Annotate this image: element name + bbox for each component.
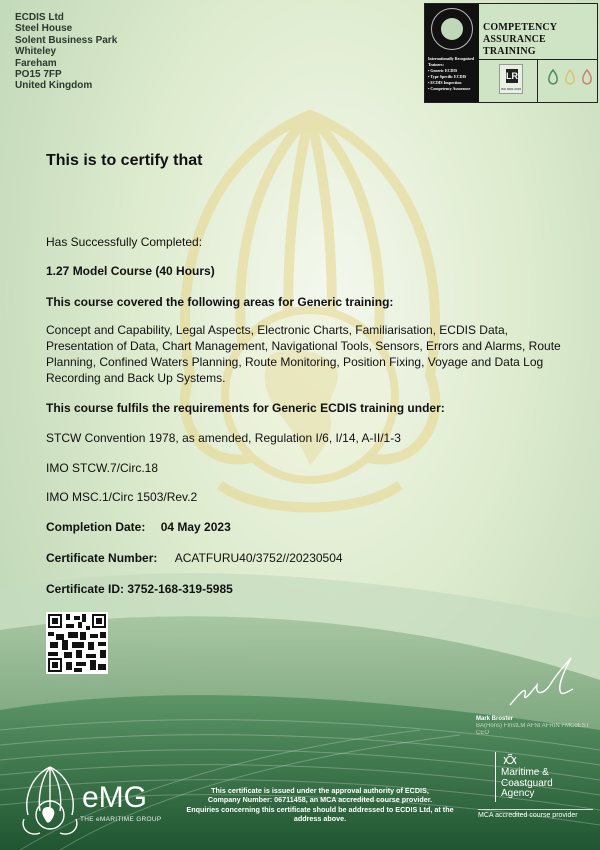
competency-assurance-badge (424, 3, 598, 103)
trainer-list-heading: Internationally Recognised Trainers: (428, 56, 475, 67)
divider (479, 59, 597, 60)
signatory-title: CEO (476, 730, 490, 736)
address-line: ECDIS Ltd (15, 12, 64, 23)
mca-name: Maritime & Coastguard Agency (501, 767, 553, 799)
completed-label: Has Successfully Completed: (46, 235, 203, 249)
divider (537, 59, 538, 102)
lr-certified-logo (499, 64, 523, 94)
address-line: Whiteley (15, 46, 57, 58)
address-line: Solent Business Park (15, 34, 118, 46)
signatory-name: Mark Broster (476, 716, 514, 722)
address-line: Steel House (15, 23, 73, 35)
divider (495, 752, 496, 802)
badge-title: COMPETENCY ASSURANCE TRAINING (483, 22, 558, 57)
completion-date-row (46, 520, 231, 534)
accreditation-panel (425, 4, 479, 102)
certificate-id-row (46, 582, 233, 596)
certificate-number-value: ACATFURU40/3752//20230504 (174, 551, 343, 565)
certificate-number-label: Certificate Number: (46, 551, 158, 565)
requirement-item: IMO MSC.1/Circ 1503/Rev.2 (46, 490, 198, 504)
trainer-list-item: • Competency Assurance (428, 86, 471, 91)
signature-icon (505, 655, 575, 710)
address-line: Fareham (15, 57, 57, 69)
lr-icon: LR (506, 71, 518, 81)
trainer-list (428, 56, 479, 92)
address-line: PO15 7FP (15, 69, 62, 81)
signatory (476, 716, 589, 737)
certify-heading: This is to certify that (46, 152, 203, 169)
requirement-item: STCW Convention 1978, as amended, Regulation I/6, I/14, A-II/1-3 (46, 431, 401, 445)
trainer-list-item: • Type Specific ECDIS (428, 74, 467, 79)
verification-qr-code[interactable] (46, 612, 108, 674)
emg-subtitle: THE eMARITIME GROUP (80, 816, 162, 823)
requirement-item: IMO STCW.7/Circ.18 (46, 461, 159, 475)
areas-text: Concept and Capability, Legal Aspects, Electronic Charts, Familiarisation, ECDIS Data, Presentation of Data, Chart Management, Navigational Tools, Sensors, Errors and Alarms, Route Planning, Confined Waters Planning, Route Monitoring, Position Fixing, Voyage and Data Log Recording and Back Up Systems. (46, 323, 561, 385)
royal-crest-icon (503, 754, 517, 766)
areas-heading: This course covered the following areas for Generic training: (46, 295, 394, 309)
certificate-id-value: 3752-168-319-5985 (127, 582, 233, 596)
requirements-heading: This course fulfils the requirements for Generic ECDIS training under: (46, 401, 445, 415)
signatory-credentials: BA(Hons) FInstLM AFNI AFRIN FMCoEST (476, 723, 590, 729)
emg-wordmark: eMG (82, 781, 148, 814)
accreditation-seal-icon (431, 8, 473, 50)
iso-label: ISO 9001:2015 (500, 87, 522, 91)
trainer-list-item: • Generic ECDIS (428, 68, 458, 73)
emg-flame-icons (545, 68, 595, 86)
trainer-list-item: • ECDIS Inspection (428, 80, 462, 85)
course-name: 1.27 Model Course (40 Hours) (46, 264, 215, 278)
emg-emblem-icon (14, 763, 86, 841)
certificate-number-row (46, 551, 343, 565)
completion-date-label: Completion Date: (46, 520, 146, 534)
divider (478, 809, 593, 810)
certificate-id-label: Certificate ID: (46, 582, 125, 596)
footer-notice: This certificate is issued under the approval authority of ECDIS, Company Number: 06711458, an MCA accredited course provider. Enquiries concerning this certificate should be addressed to ECDIS Ltd, at the address above. (186, 786, 454, 823)
address-line: United Kingdom (15, 80, 93, 92)
completion-date-value: 04 May 2023 (160, 520, 231, 534)
mca-provider-label: MCA accredited course provider (478, 812, 578, 819)
issuer-address (15, 12, 117, 92)
